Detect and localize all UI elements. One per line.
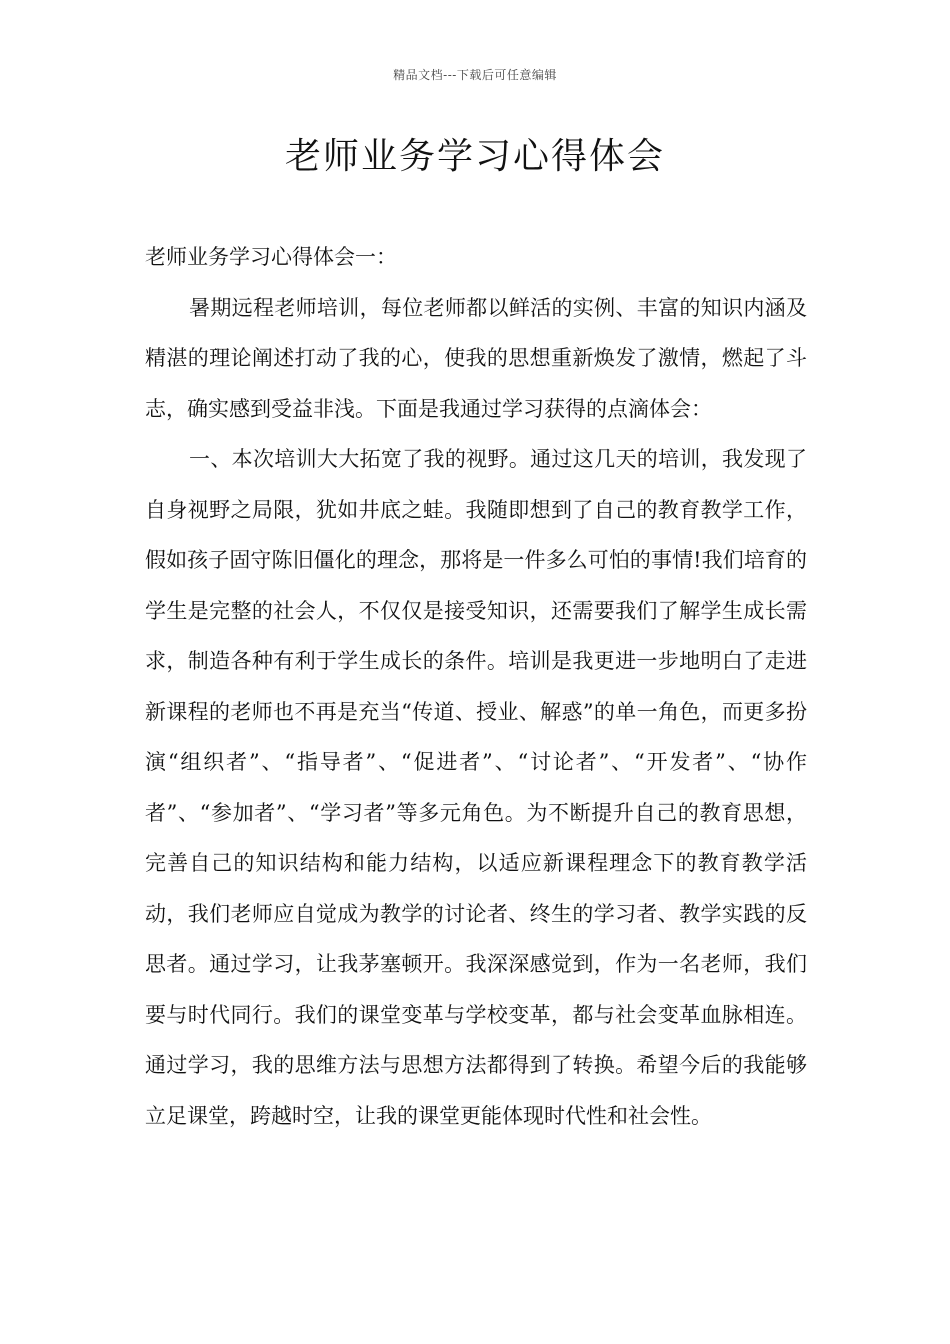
paragraph-section-one: 一、本次培训大大拓宽了我的视野。通过这几天的培训，我发现了自身视野之局限，犹如井底之蛙。我随即想到了自己的教育教学工作，假如孩子固守陈旧僵化的理念，那将是一件多么可怕的事情!我们培育的学生是完整的社会人，不仅仅是接受知识，还需要我们了解学生成长需求，制造各种有利于学生成长的条件。培训是我更进一步地明白了走进新课程的老师也不再是充当“传道、授业、解惑”的单一角色，而更多扮演“组织者”、“指导者”、“促进者”、“讨论者”、“开发者”、“协作者”、“参加者”、“学习者”等多元角色。为不断提升自己的教育思想，完善自己的知识结构和能力结构，以适应新课程理念下的教育教学活动，我们老师应自觉成为教学的讨论者、终生的学习者、教学实践的反思者。通过学习，让我茅塞顿开。我深深感觉到，作为一名老师，我们要与时代同行。我们的课堂变革与学校变革，都与社会变革血脉相连。通过学习，我的思维方法与思想方法都得到了转换。希望今后的我能够立足课堂，跨越时空，让我的课堂更能体现时代性和社会性。 — [145, 447, 807, 1128]
paragraph-intro: 暑期远程老师培训，每位老师都以鲜活的实例、丰富的知识内涵及精湛的理论阐述打动了我的心，使我的思想重新焕发了激情，燃起了斗志，确实感到受益非浅。下面是我通过学习获得的点滴体会： — [145, 295, 807, 421]
document-title: 老师业务学习心得体会 — [284, 136, 665, 177]
document-body — [145, 232, 807, 1141]
header-note: 精品文档---下载后可任意编辑 — [393, 68, 557, 82]
section-heading: 老师业务学习心得体会一： — [145, 245, 397, 269]
